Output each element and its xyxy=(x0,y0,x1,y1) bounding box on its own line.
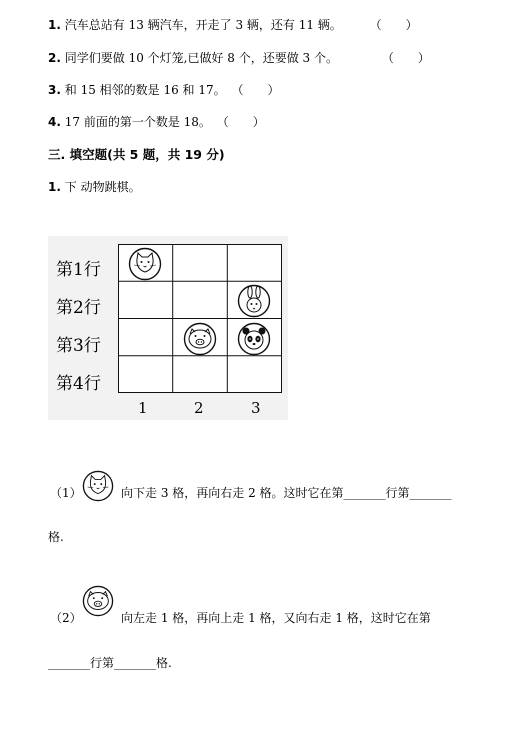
sub2-label: （2） xyxy=(50,611,82,625)
section-heading: 三. 填空题(共 5 题，共 19 分) xyxy=(48,147,225,162)
row-label-3: 第3行 xyxy=(56,336,101,356)
cat-piece-icon[interactable] xyxy=(128,247,162,281)
judge-question-2: 2. 同学们要做 10 个灯笼,已做好 8 个，还要做 3 个。 （ ） xyxy=(48,51,430,65)
animal-chess-grid xyxy=(48,236,288,420)
rabbit-piece-icon[interactable] xyxy=(237,284,271,318)
fill-question-1: 1. 下 动物跳棋。 xyxy=(48,180,141,194)
answer-paren[interactable]: （ ） xyxy=(231,83,280,97)
judge-question-1: 1. 汽车总站有 13 辆汽车，开走了 3 辆，还有 11 辆。 （ ） xyxy=(48,18,418,32)
answer-paren[interactable]: （ ） xyxy=(216,115,265,129)
panda-piece-icon[interactable] xyxy=(237,322,271,356)
judge-question-4: 4. 17 前面的第一个数是 18。 （ ） xyxy=(48,115,265,129)
col-label-2: 2 xyxy=(194,399,204,417)
sub1-label: （1） xyxy=(50,486,82,500)
judge-question-3: 3. 和 15 相邻的数是 16 和 17。 （ ） xyxy=(48,83,280,97)
col-label-1: 1 xyxy=(138,399,148,417)
row-label-2: 第2行 xyxy=(56,298,101,318)
pig-icon xyxy=(82,585,114,617)
answer-paren[interactable]: （ ） xyxy=(381,51,430,65)
pig-piece-icon[interactable] xyxy=(183,322,217,356)
sub2-question-end: _______行第_______格. xyxy=(48,656,172,670)
answer-paren[interactable]: （ ） xyxy=(369,18,418,32)
sub2-question-text: 向左走 1 格，再向上走 1 格，又向右走 1 格，这时它在第 xyxy=(121,611,431,625)
grid-board xyxy=(118,244,282,393)
row-label-1: 第1行 xyxy=(56,260,101,280)
sub1-question-end: 格. xyxy=(48,530,64,544)
sub1-question-text: 向下走 3 格，再向右走 2 格。这时它在第_______行第_______ xyxy=(121,486,452,500)
col-label-3: 3 xyxy=(251,399,261,417)
cat-icon xyxy=(82,470,114,502)
row-label-4: 第4行 xyxy=(56,374,101,394)
